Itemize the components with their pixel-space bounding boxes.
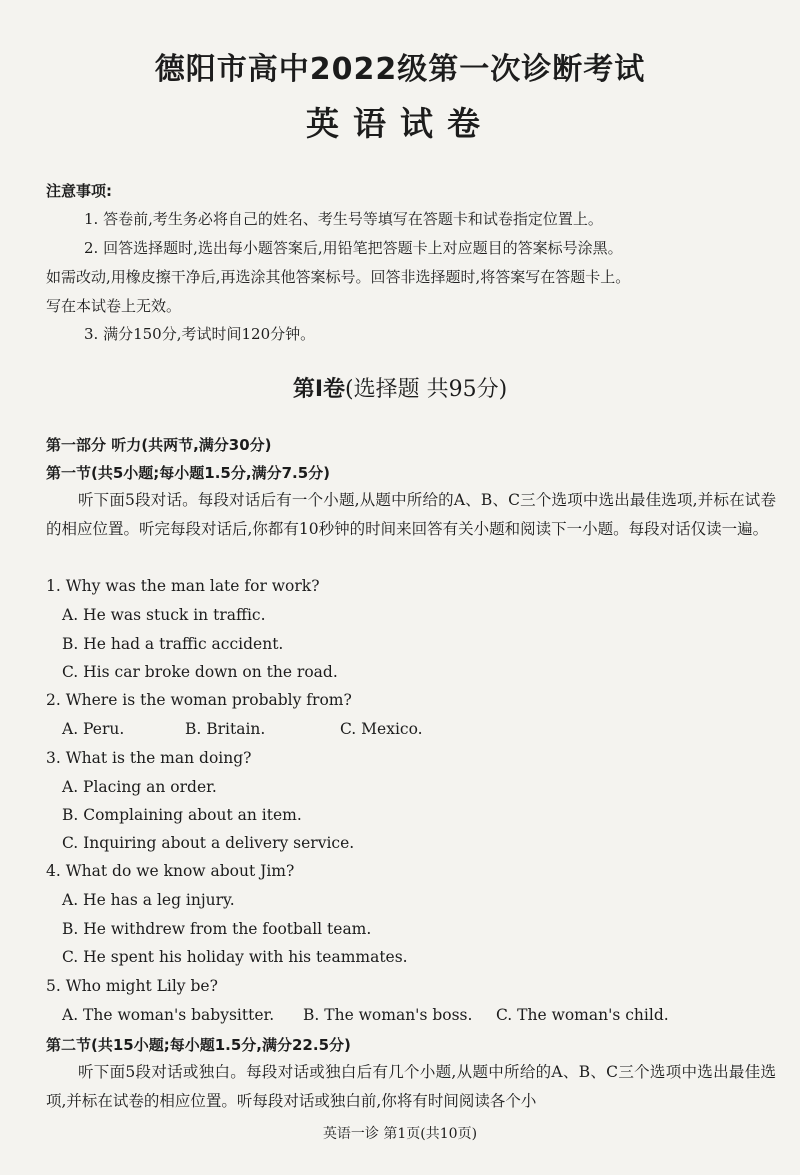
question-2-option-c: C. Mexico. [340,720,423,738]
question-4-stem: 4. What do we know about Jim? [46,862,295,880]
question-1-option-c: C. His car broke down on the road. [62,663,338,681]
question-1-stem: 1. Why was the man late for work? [46,577,320,595]
volume-title [0,372,800,403]
question-4-option-c: C. He spent his holiday with his teammates. [62,948,408,966]
section2-instructions: 听下面5段对话或独白。每段对话或独白后有几个小题,从题中所给的A、B、C三个选项中选出最佳选项,并标在试卷的相应位置。听每段对话或独白前,你将有时间阅读各个小 [46,1063,776,1110]
question-2-options [62,720,423,738]
question-3-option-c: C. Inquiring about a delivery service. [62,834,355,852]
section1-instructions: 听下面5段对话。每段对话后有一个小题,从题中所给的A、B、C三个选项中选出最佳选项,并标在试卷的相应位置。听完每段对话后,你都有10秒钟的时间来回答有关小题和阅读下一小题。每段对话仅读一遍。 [46,491,776,538]
notice-item-1: 1. 答卷前,考生务必将自己的姓名、考生号等填写在答题卡和试卷指定位置上。 [84,210,603,228]
notice-item-2-line-3: 写在本试卷上无效。 [46,297,182,315]
exam-title: 德阳市高中2022级第一次诊断考试 [154,52,646,87]
question-2-option-a: A. Peru. [62,720,125,738]
notice-item-2-line-2: 如需改动,用橡皮擦干净后,再选涂其他答案标号。回答非选择题时,将答案写在答题卡上。 [46,268,631,286]
section1-heading: 第一节(共5小题;每小题1.5分,满分7.5分) [46,464,330,482]
part1-heading: 第一部分 听力(共两节,满分30分) [46,436,272,454]
question-4-option-a: A. He has a leg injury. [62,891,235,909]
notice-item-2-line-1: 2. 回答选择题时,选出每小题答案后,用铅笔把答题卡上对应题目的答案标号涂黑。 [84,239,623,257]
question-3-stem: 3. What is the man doing? [46,749,252,767]
question-5-option-c: C. The woman's child. [496,1006,669,1024]
exam-subtitle: 英语试卷 [306,104,494,143]
page-footer: 英语一诊 第1页(共10页) [322,1126,478,1142]
volume-title-rest: (选择题 共95分) [345,377,508,402]
question-2-option-b: B. Britain. [185,720,266,738]
notice-heading: 注意事项: [46,182,112,200]
section2-heading: 第二节(共15小题;每小题1.5分,满分22.5分) [46,1036,351,1054]
question-3-option-a: A. Placing an order. [62,778,217,796]
question-1-option-b: B. He had a traffic accident. [62,635,284,653]
question-1-option-a: A. He was stuck in traffic. [62,606,266,624]
volume-title-prefix: 第Ⅰ卷 [292,377,346,402]
question-3-option-b: B. Complaining about an item. [62,806,302,824]
question-5-stem: 5. Who might Lily be? [46,977,218,995]
notice-item-3: 3. 满分150分,考试时间120分钟。 [84,325,316,343]
question-5-options [62,1006,669,1024]
question-4-option-b: B. He withdrew from the football team. [62,920,372,938]
question-5-option-b: B. The woman's boss. [303,1006,473,1024]
question-5-option-a: A. The woman's babysitter. [62,1006,275,1024]
question-2-stem: 2. Where is the woman probably from? [46,691,352,709]
